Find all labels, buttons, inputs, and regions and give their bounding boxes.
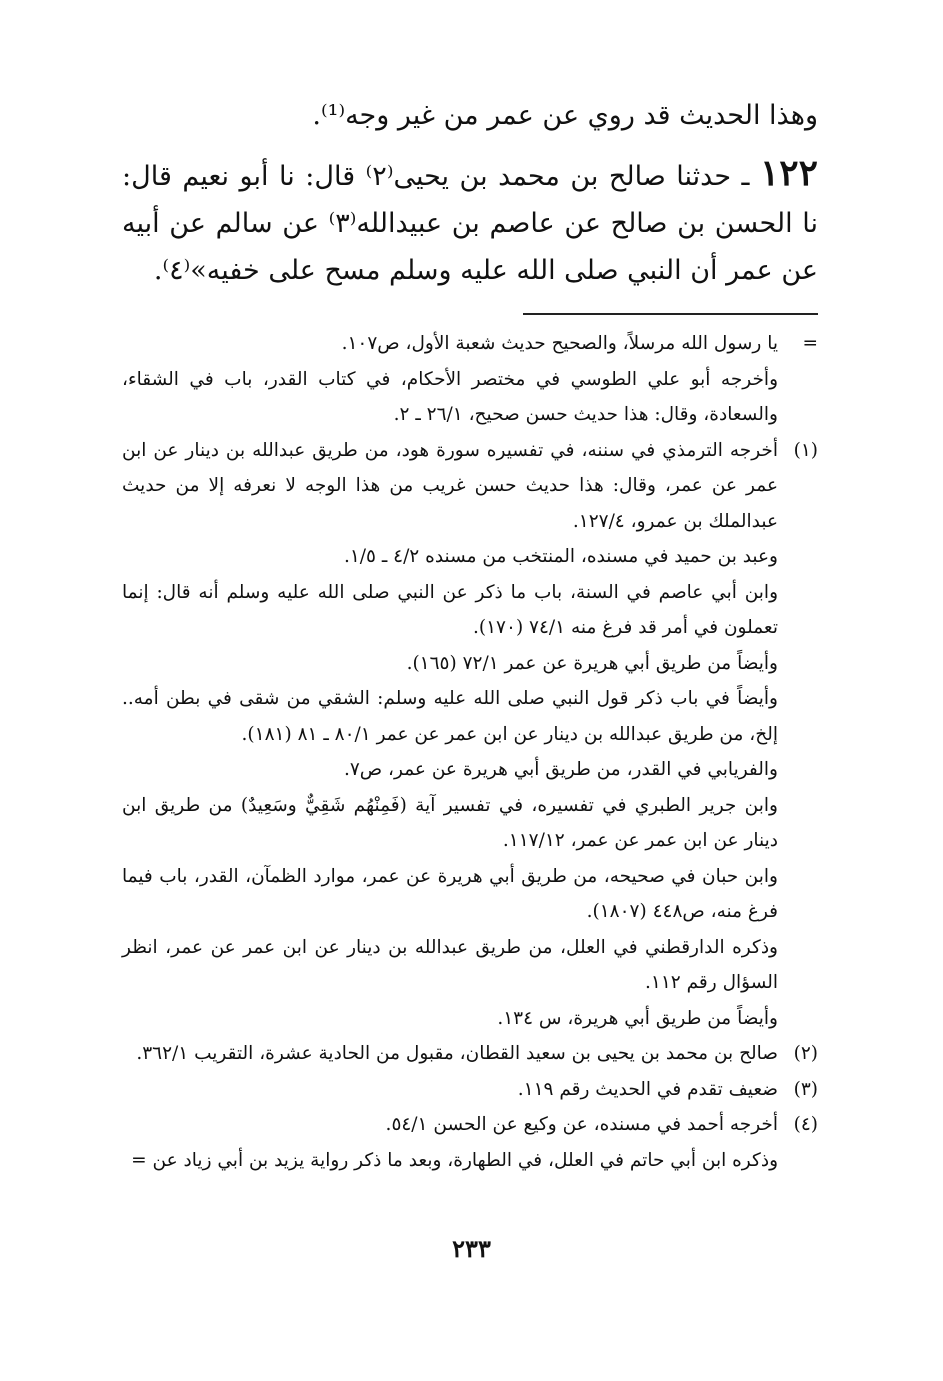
footnote-paragraph: وابن جرير الطبري في تفسيره، في تفسير آية (فَمِنْهُم شَقِيٌّ وسَعِيدٌ) من طريق ابن دينار عن ابن عمر عن عمر، ١١٧/١٢. <box>122 794 778 851</box>
hadith-dash: ـ <box>731 161 760 192</box>
hadith-number: ١٢٢ <box>759 152 818 194</box>
footnote-paragraph: وأيضاً من طريق أبي هريرة عن عمر ٧٢/١ (١٦٥). <box>406 652 778 674</box>
footnotes <box>122 326 818 1178</box>
footnote-number: (١) <box>793 439 818 461</box>
footnote-paragraph: وابن حبان في صحيحه، من طريق أبي هريرة عن عمر، موارد الظمآن، القدر، باب فيما فرغ منه، ص٤٤٨ (١٨٠٧). <box>122 865 778 922</box>
footnote-paragraph: وذكره ابن أبي حاتم في العلل، في الطهارة، وبعد ما ذكر رواية يزيد بن أبي زياد عن = <box>131 1149 778 1171</box>
footnote-paragraph: ضعيف تقدم في الحديث رقم ١١٩. <box>517 1078 778 1100</box>
footnote-number: (٢) <box>793 1043 818 1064</box>
page-number: ٢٣٣ <box>452 1234 491 1263</box>
footnote-number: (٣) <box>793 1078 818 1100</box>
main-text-line: وهذا الحديث قد روي عن عمر من غير وجه⁽¹⁾. <box>312 100 818 131</box>
footnote-paragraph: وابن أبي عاصم في السنة، باب ما ذكر عن النبي صلى الله عليه وسلم أنه قال: إنما تعملون في أمر قد فرغ منه ٧٤/١ (١٧٠). <box>122 581 778 638</box>
footnote-number: (٤) <box>793 1114 818 1135</box>
hadith-paragraph <box>122 150 818 294</box>
footnote-paragraph: وأيضاً في باب ذكر قول النبي صلى الله عليه وسلم: الشقي من شقى في بطن أمه.. إلخ، من طريق عبدالله بن دينار عن ابن عمر عن عمر ٨٠/١ ـ ٨١ (١٨١). <box>122 688 778 745</box>
footnote-paragraph: أخرجه الترمذي في سننه، في تفسيره سورة هود، من طريق عبدالله بن دينار عن ابن عمر عن عمر، وقال: هذا حديث حسن غريب من هذا الوجه لا نعرفه إلا من حديث عبدالملك بن عمرو، ١٢٧/٤. <box>122 439 778 532</box>
footnote-paragraph: وذكره الدارقطني في العلل، من طريق عبدالله بن دينار عن ابن عمر عن عمر، انظر السؤال رقم ١١٢. <box>122 936 778 993</box>
hadith-text: حدثنا صالح بن محمد بن يحيى⁽٢⁾ قال: نا أبو نعيم قال: نا الحسن بن صالح عن عاصم بن عبيدالله⁽٣⁾ عن سالم عن أبيه عن عمر أن النبي صلى الله عليه وسلم مسح على خفيه»⁽٤⁾. <box>122 161 818 286</box>
footnote-paragraph: وأيضاً من طريق أبي هريرة، س ١٣٤. <box>497 1007 778 1029</box>
footnote-paragraph: وعبد بن حميد في مسنده، المنتخب من مسنده ٤/٢ ـ ١/٥. <box>343 546 778 567</box>
footnote-paragraph: يا رسول الله مرسلاً، والصحيح حديث شعبة الأول، ص١٠٧. <box>341 333 778 354</box>
footnote <box>122 326 818 433</box>
footnote <box>122 1072 818 1108</box>
footnote-paragraph: صالح بن محمد بن يحيى بن سعيد القطان، مقبول من الحادية عشرة، التقريب ٣٦٢/١. <box>136 1043 778 1064</box>
footnote-number: = <box>802 333 818 354</box>
footnote-paragraph: وأخرجه أبو علي الطوسي في مختصر الأحكام، في كتاب القدر، باب في الشقاء، والسعادة، وقال: هذا حديث حسن صحيح، ٢٦/١ ـ ٢. <box>122 368 778 425</box>
footnote-separator <box>523 313 818 315</box>
footnote-paragraph: أخرجه أحمد في مسنده، عن وكيع عن الحسن ٥٤/١. <box>385 1114 778 1135</box>
footnote <box>122 433 818 1037</box>
footnote-paragraph: والفريابي في القدر، من طريق أبي هريرة عن عمر، ص٧. <box>343 759 778 780</box>
footnote <box>122 1107 818 1178</box>
footnote <box>122 1036 818 1072</box>
